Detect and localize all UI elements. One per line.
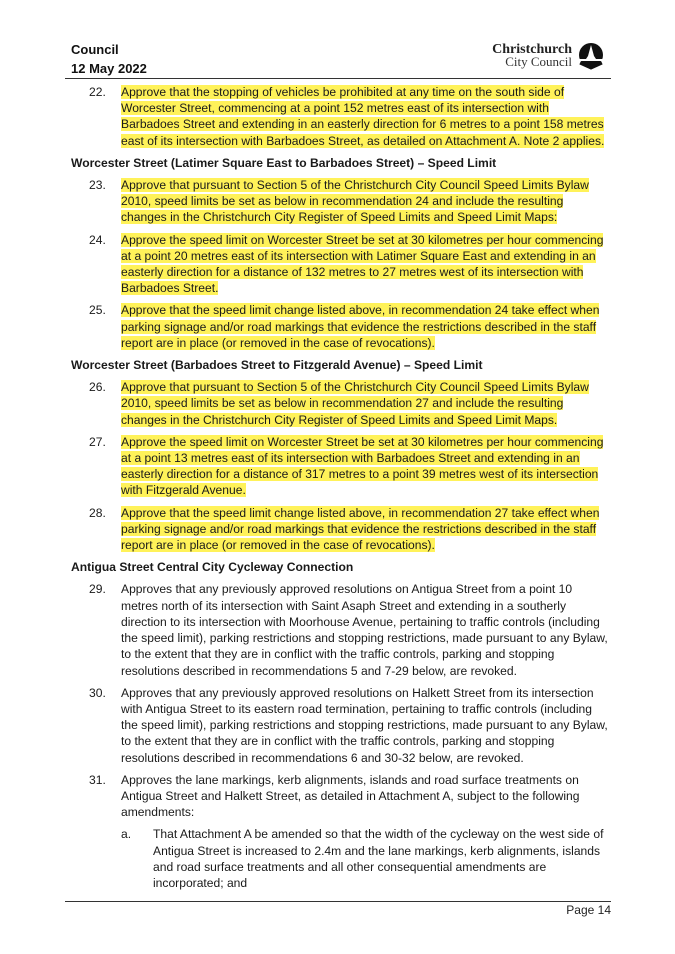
header-date: 12 May 2022: [71, 61, 147, 76]
item-number: 23.: [89, 178, 106, 193]
recommendation-22: [89, 84, 609, 149]
item-text: Approve that the speed limit change listed above, in recommendation 24 take effect when parking signage and/or road markings that evidence the restrictions described in the staff report are in place (or removed in the case of revocations).: [121, 303, 600, 350]
header-divider: [65, 78, 611, 79]
recommendation-28: [89, 505, 609, 554]
recommendation-31: [89, 772, 609, 821]
recommendation-25: [89, 302, 609, 351]
header-title: Council: [71, 42, 119, 57]
item-letter: a.: [121, 827, 132, 842]
item-text: Approve that pursuant to Section 5 of the Christchurch City Council Speed Limits Bylaw 2010, speed limits be set as below in recommendation 27 and include the resulting changes in the Christchurch City Register of Speed Limits and Speed Limit Maps.: [121, 380, 589, 427]
recommendation-27: [89, 434, 609, 499]
item-text: Approve that the stopping of vehicles be prohibited at any time on the south side of Worcester Street, commencing at a point 152 metres east of its intersection with Barbadoes Street and extending in an easterly direction for 6 metres to a point 158 metres east of its intersection with Barbadoes Street, as detailed on Attachment A. Note 2 applies.: [121, 85, 605, 148]
item-text: Approves the lane markings, kerb alignments, islands and road surface treatments on Antigua Street and Halkett Street, as detailed in Attachment A, subject to the following amendments:: [121, 772, 580, 820]
item-text: Approve the speed limit on Worcester Street be set at 30 kilometres per hour commencing at a point 20 metres east of its intersection with Latimer Square East and extending in an easterly direction for a distance of 132 metres to 27 metres west of its intersection with Barbadoes Street.: [121, 232, 604, 296]
recommendation-24: [89, 232, 609, 297]
item-number: 30.: [89, 685, 106, 700]
page-header: [71, 40, 606, 76]
item-number: 29.: [89, 582, 106, 597]
document-body: [71, 84, 609, 897]
logo-line2: City Council: [505, 54, 572, 69]
item-text: Approve the speed limit on Worcester Street be set at 30 kilometres per hour commencing at a point 13 metres east of its intersection with Barbadoes Street and extending in an easterly direction for a distance of 317 metres to a point 39 metres west of its intersection with Fitzgerald Avenue.: [121, 434, 604, 498]
recommendation-31a: [121, 826, 609, 891]
item-number: 26.: [89, 380, 106, 395]
item-text: Approve that pursuant to Section 5 of the Christchurch City Council Speed Limits Bylaw 2010, speed limits be set as below in recommendation 24 and include the resulting changes in the Christchurch City Register of Speed Limits and Speed Limit Maps:: [121, 178, 589, 225]
section-heading: Worcester Street (Latimer Square East to Barbadoes Street) – Speed Limit: [71, 155, 497, 170]
recommendation-26: [89, 379, 609, 428]
item-text: Approve that the speed limit change listed above, in recommendation 27 take effect when parking signage and/or road markings that evidence the restrictions described in the staff report are in place (or removed in the case of revocations).: [121, 505, 600, 553]
cathedral-leaf-icon: [576, 42, 606, 70]
recommendation-29: [89, 581, 609, 678]
footer-divider: [65, 901, 611, 902]
item-text: Approves that any previously approved resolutions on Antigua Street from a point 10 metres north of its intersection with Saint Asaph Street and extending in a southerly direction to its intersection with Moorhouse Avenue, pertaining to traffic controls (including the speed limit), parking restrictions and stopping restrictions, made pursuant to any Bylaw, to the extent that they are in conflict with the traffic controls, parking and stopping resolutions described in recommendations 5 and 7-29 below, are revoked.: [121, 582, 608, 678]
item-number: 28.: [89, 505, 106, 520]
item-number: 25.: [89, 303, 106, 318]
recommendation-30: [89, 685, 609, 766]
item-number: 22.: [89, 85, 106, 99]
item-number: 24.: [89, 232, 106, 247]
item-text: That Attachment A be amended so that the width of the cycleway on the west side of Antigua Street is increased to 2.4m and the lane markings, kerb alignments, islands and road surface treatments and all other consequential amendments are incorporated; and: [153, 827, 604, 890]
council-logo: [492, 41, 606, 71]
recommendation-23: [89, 177, 609, 226]
page-number: Page 14: [566, 903, 611, 917]
section-heading: Antigua Street Central City Cycleway Connection: [71, 560, 354, 575]
section-heading: Worcester Street (Barbadoes Street to Fitzgerald Avenue) – Speed Limit: [71, 358, 483, 373]
item-number: 31.: [89, 772, 106, 787]
item-number: 27.: [89, 434, 106, 449]
logo-line1: Christchurch: [492, 42, 572, 57]
header-meta: [71, 40, 147, 78]
item-text: Approves that any previously approved resolutions on Halkett Street from its intersection with Antigua Street to its eastern road termination, pertaining to traffic controls (including the speed limit), parking restrictions and stopping restrictions, made pursuant to any Bylaw, to the extent that they are in conflict with the traffic controls, parking and stopping resolutions described in recommendations 6 and 30-32 below, are revoked.: [121, 685, 608, 765]
